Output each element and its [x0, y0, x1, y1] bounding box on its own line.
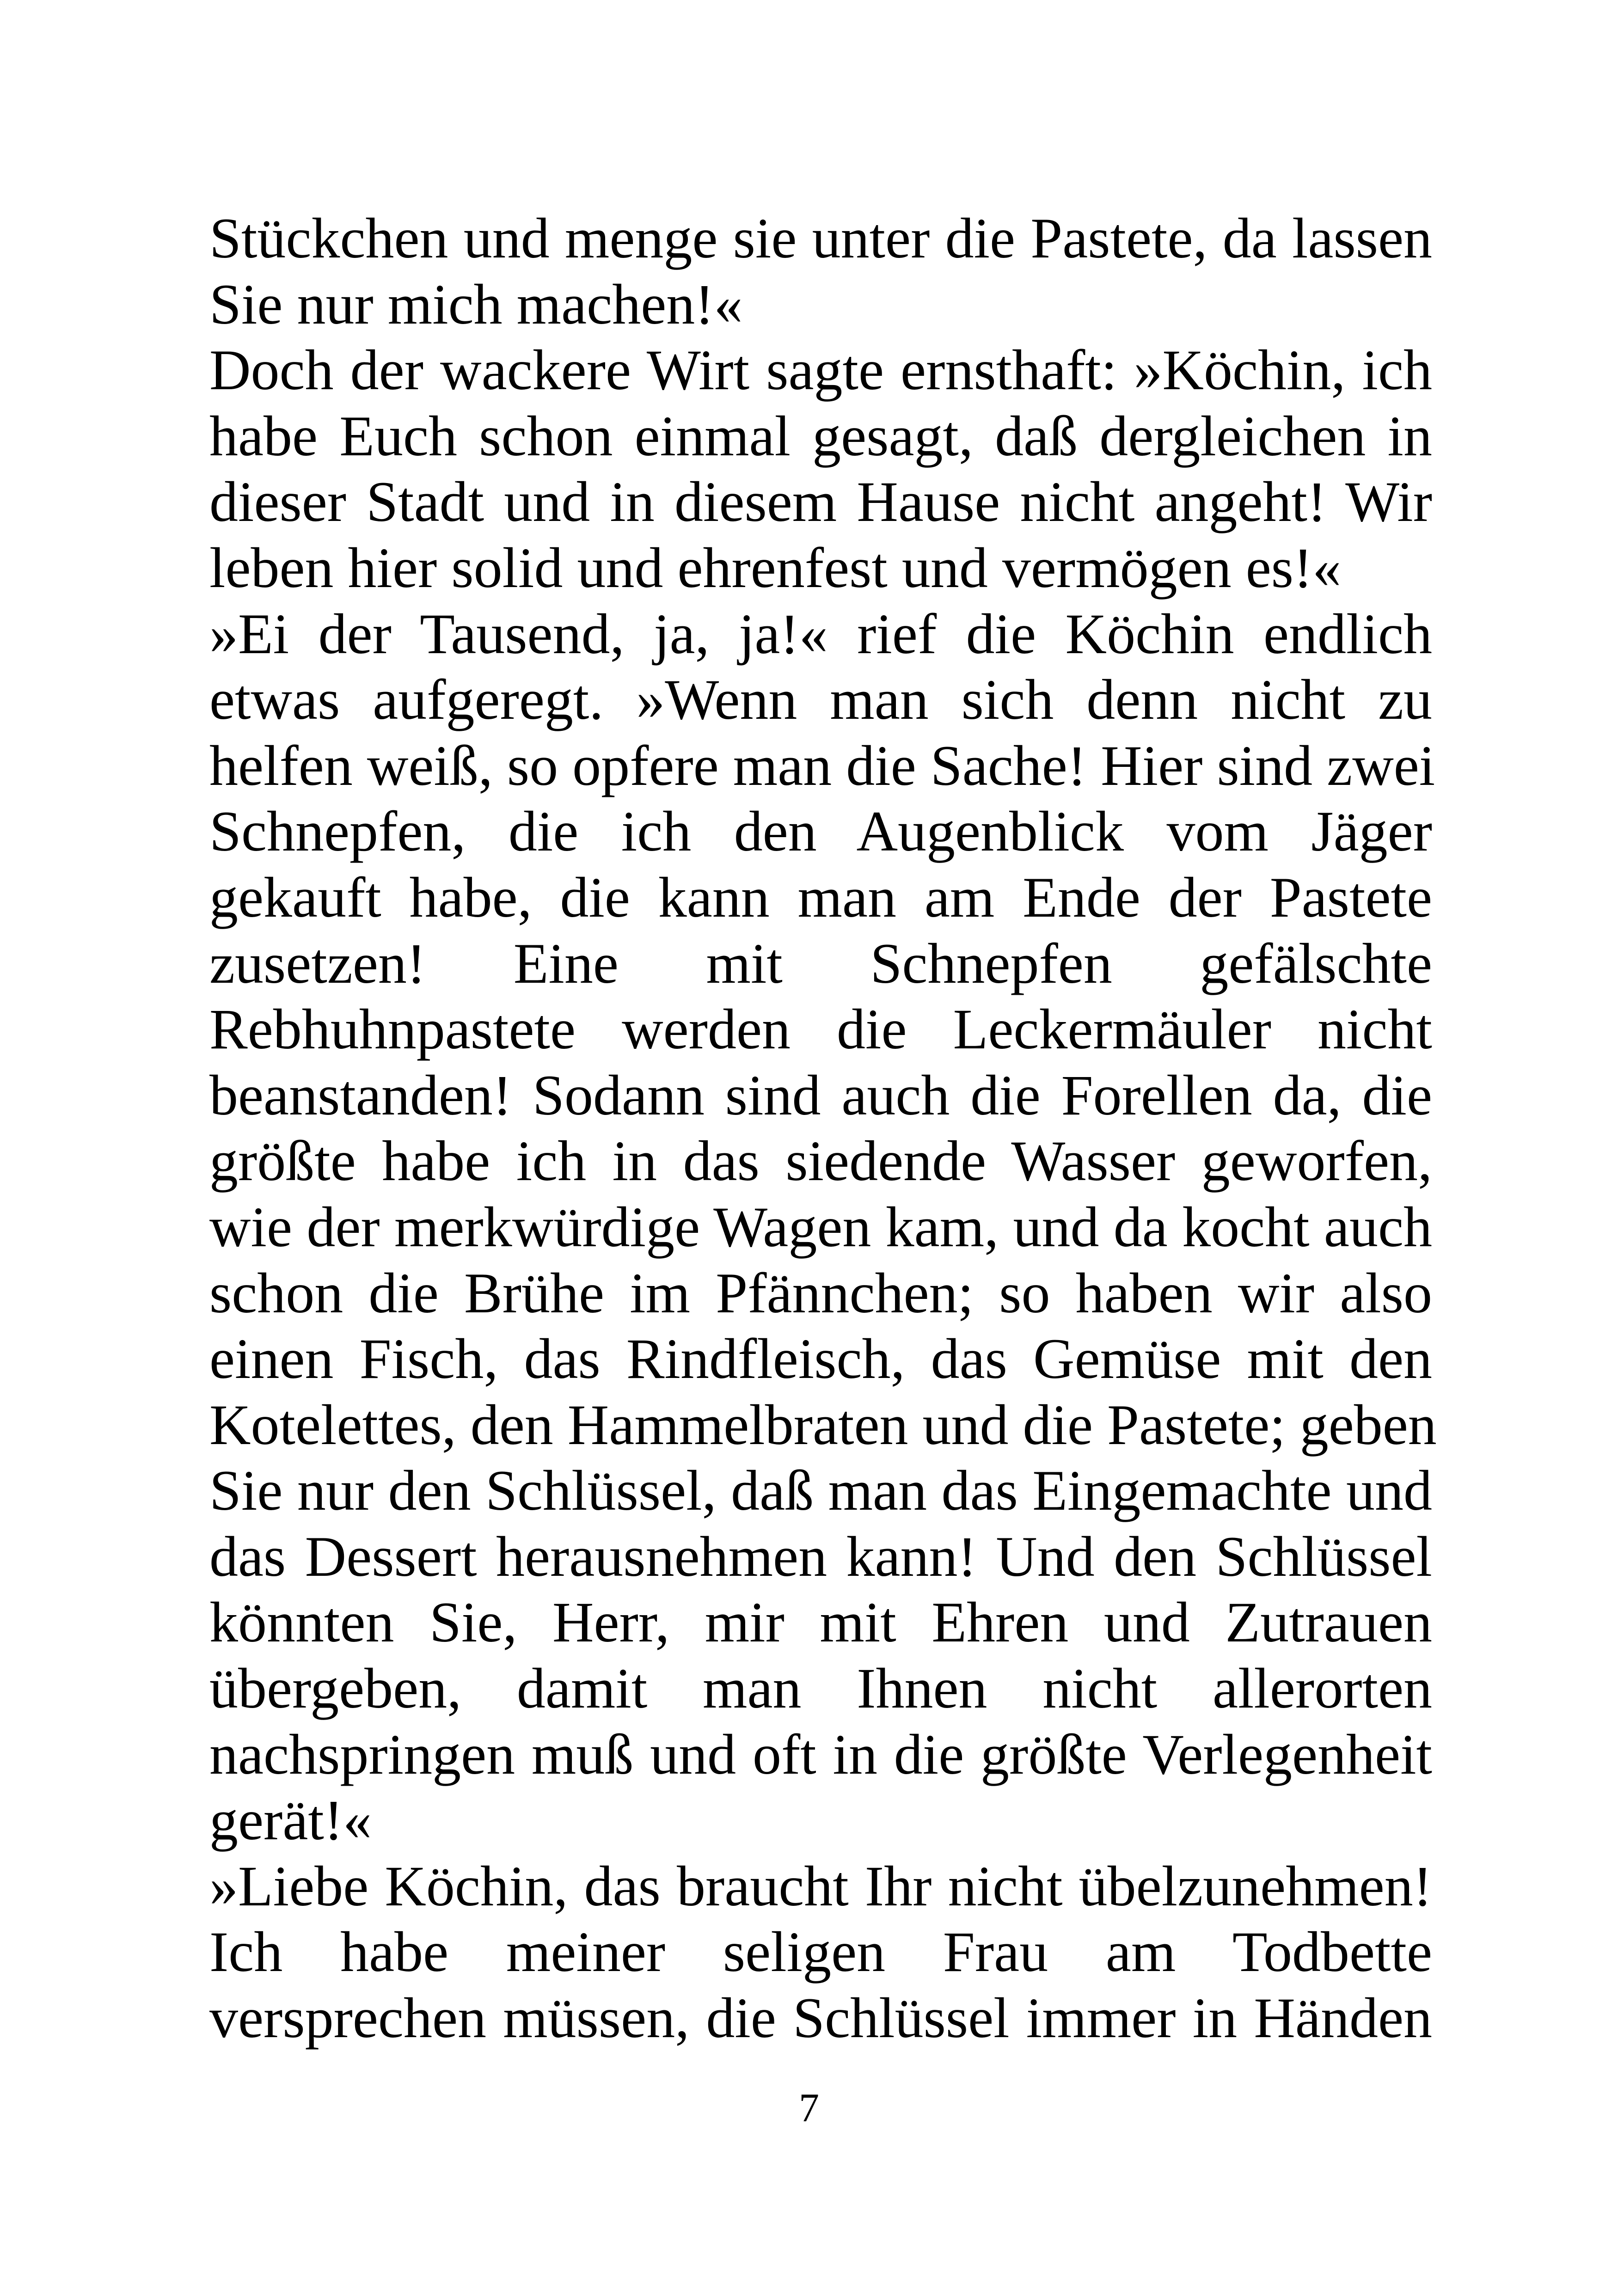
text-line: übergeben, damit man Ihnen nicht allerorten	[209, 1657, 1432, 1720]
text-line: einen Fisch, das Rindfleisch, das Gemüse mit den	[209, 1327, 1432, 1391]
text-line: Schnepfen, die ich den Augenblick vom Jäger	[209, 800, 1432, 863]
text-line: größte habe ich in das siedende Wasser geworfen,	[209, 1129, 1432, 1193]
text-line: Sie nur mich machen!«	[209, 272, 743, 336]
text-line: »Ei der Tausend, ja, ja!« rief die Köchin endlich	[209, 602, 1432, 666]
text-line: das Dessert herausnehmen kann! Und den Schlüssel	[209, 1525, 1432, 1588]
text-line: helfen weiß, so opfere man die Sache! Hier sind zwei	[209, 734, 1435, 797]
text-line: »Liebe Köchin, das braucht Ihr nicht übelzunehmen!	[209, 1854, 1432, 1918]
text-line: gekauft habe, die kann man am Ende der Pastete	[209, 865, 1432, 929]
text-line: schon die Brühe im Pfännchen; so haben wir also	[209, 1261, 1432, 1325]
text-line: beanstanden! Sodann sind auch die Forellen da, die	[209, 1063, 1432, 1127]
page-number: 7	[799, 2086, 819, 2131]
text-line: Rebhuhnpastete werden die Leckermäuler nicht	[209, 998, 1432, 1061]
text-line: habe Euch schon einmal gesagt, daß dergleichen in	[209, 404, 1432, 468]
body-text	[209, 206, 1437, 2051]
text-line: versprechen müssen, die Schlüssel immer in Händen	[209, 1986, 1432, 2050]
text-line: könnten Sie, Herr, mir mit Ehren und Zutrauen	[209, 1591, 1432, 1654]
text-line: leben hier solid und ehrenfest und vermögen es!«	[209, 536, 1342, 600]
text-line: Ich habe meiner seligen Frau am Todbette	[209, 1920, 1432, 1984]
text-line: Stückchen und menge sie unter die Pastete, da lassen	[209, 207, 1432, 270]
text-line: gerät!«	[209, 1788, 372, 1852]
text-line: Sie nur den Schlüssel, daß man das Eingemachte und	[209, 1459, 1432, 1523]
text-line: Doch der wackere Wirt sagte ernsthaft: »Köchin, ich	[209, 338, 1432, 402]
text-line: zusetzen! Eine mit Schnepfen gefälschte	[209, 931, 1432, 995]
text-line: nachspringen muß und oft in die größte Verlegenheit	[209, 1722, 1432, 1786]
text-line: dieser Stadt und in diesem Hause nicht angeht! Wir	[209, 470, 1432, 534]
text-line: Kotelettes, den Hammelbraten und die Pastete; geben	[209, 1393, 1437, 1457]
text-line: wie der merkwürdige Wagen kam, und da kocht auch	[209, 1195, 1432, 1259]
text-line: etwas aufgeregt. »Wenn man sich denn nicht zu	[209, 668, 1432, 732]
